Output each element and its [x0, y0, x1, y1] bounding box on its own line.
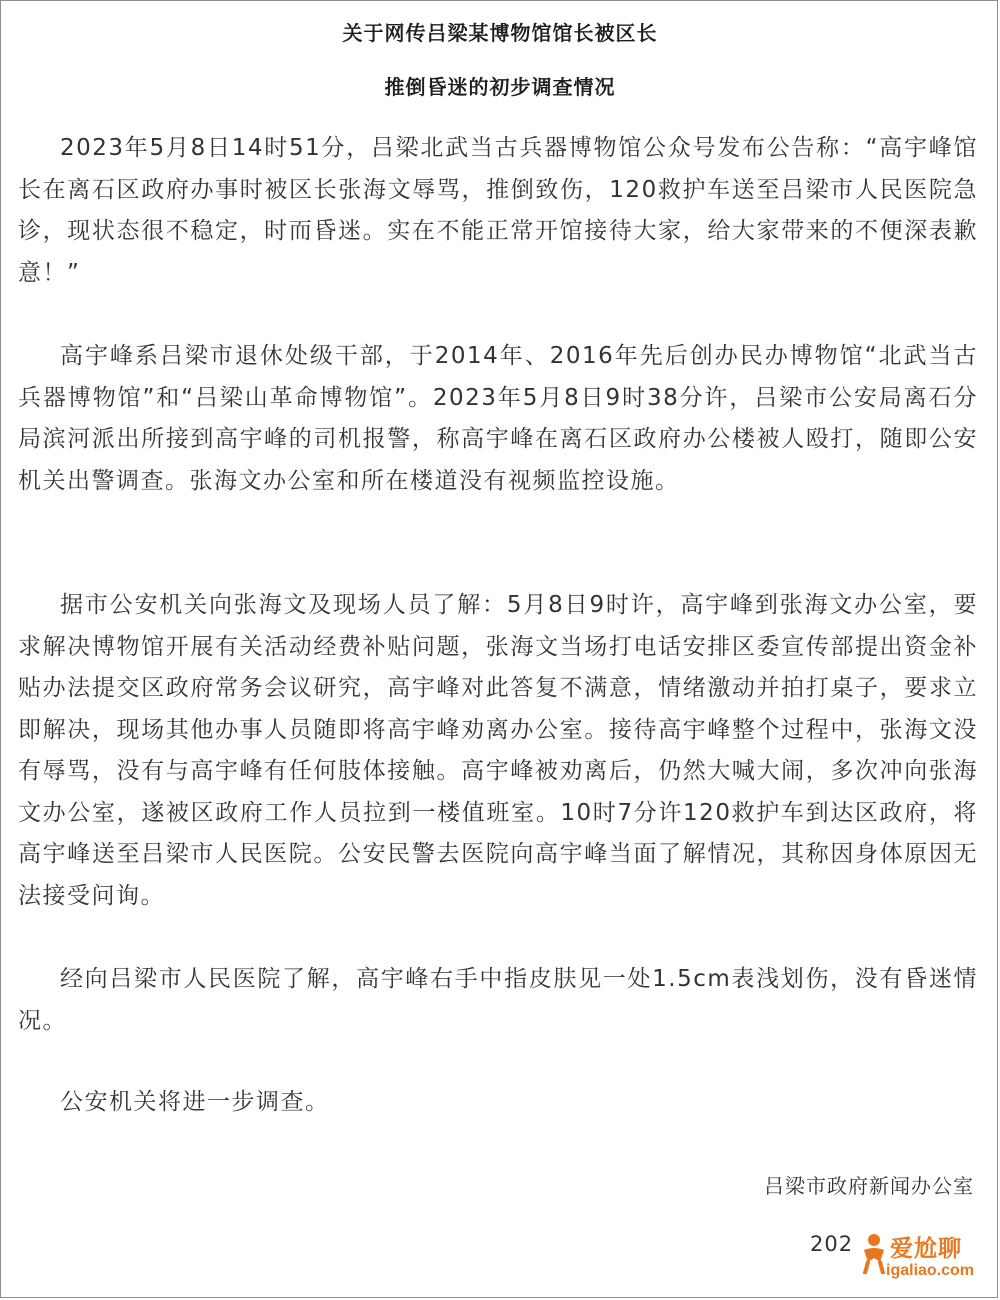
paragraph-2: 高宇峰系吕梁市退休处级干部，于2014年、2016年先后创办民办博物馆“北武当古兵器博物馆”和“吕梁山革命博物馆”。2023年5月8日9时38分许，吕梁市公安局离石分局滨河派出所接到高宇峰的司机报警，称高宇峰在离石区政府办公楼被人殴打，随即公安机关出警调查。张海文办公室和所在楼道没有视频监控设施。: [18, 343, 978, 494]
signature: 吕梁市政府新闻办公室: [764, 1174, 974, 1198]
paragraph-4: 经向吕梁市人民医院了解，高宇峰右手中指皮肤见一处1.5cm表浅划伤，没有昏迷情况。: [18, 966, 978, 1034]
person-logo-icon: [860, 1232, 888, 1274]
document-title-line2: 推倒昏迷的初步调查情况: [384, 75, 616, 99]
watermark-name: 爱尬聊: [890, 1236, 962, 1262]
date-partial: 202: [810, 1232, 854, 1256]
watermark-url: igaliao.com: [886, 1262, 975, 1279]
paragraph-1: 2023年5月8日14时51分，吕梁北武当古兵器博物馆公众号发布公告称：“高宇峰馆长在离石区政府办事时被区长张海文辱骂，推倒致伤，120救护车送至吕梁市人民医院急诊，现状态很不稳定，时而昏迷。实在不能正常开馆接待大家，给大家带来的不便深表歉意！”: [18, 135, 978, 286]
paragraph-5: 公安机关将进一步调查。: [60, 1089, 330, 1115]
watermark: [860, 1226, 998, 1286]
paragraph-3: 据市公安机关向张海文及现场人员了解：5月8日9时许，高宇峰到张海文办公室，要求解决博物馆开展有关活动经费补贴问题，张海文当场打电话安排区委宣传部提出资金补贴办法提交区政府常务会议研究，高宇峰对此答复不满意，情绪激动并拍打桌子，要求立即解决，现场其他办事人员随即将高宇峰劝离办公室。接待高宇峰整个过程中，张海文没有辱骂，没有与高宇峰有任何肢体接触。高宇峰被劝离后，仍然大喊大闹，多次冲向张海文办公室，遂被区政府工作人员拉到一楼值班室。10时7分许120救护车到达区政府，将高宇峰送至吕梁市人民医院。公安民警去医院向高宇峰当面了解情况，其称因身体原因无法接受问询。: [18, 592, 978, 909]
document-title-line1: 关于网传吕梁某博物馆馆长被区长: [342, 21, 658, 45]
